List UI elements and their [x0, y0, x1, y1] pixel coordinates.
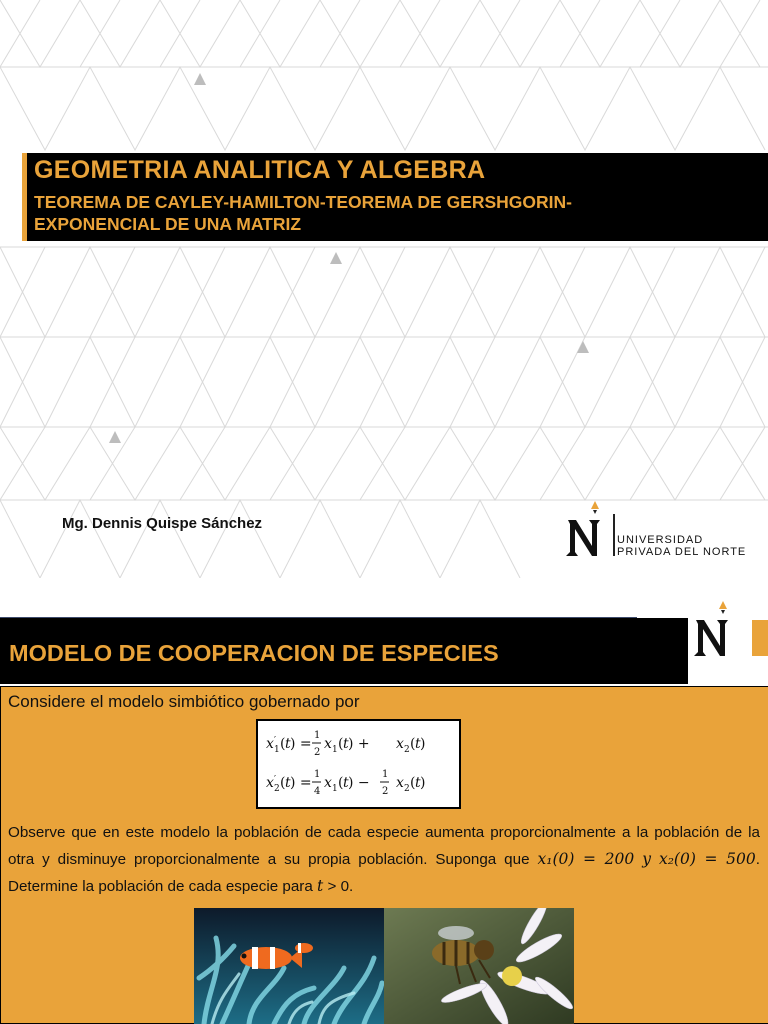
- university-name-line-1: UNIVERSIDAD: [617, 534, 704, 546]
- svg-text:1: 1: [314, 769, 321, 780]
- svg-text:4: 4: [314, 786, 321, 797]
- conjunction-y: y: [642, 850, 651, 868]
- initial-condition-x2: x₂(0) = 500: [658, 850, 756, 868]
- slide-subtitle: [34, 191, 734, 235]
- paragraph-end-post: > 0.: [327, 878, 354, 895]
- svg-text:1: 1: [382, 769, 389, 780]
- course-title: GEOMETRIA ANALITICA Y ALGEBRA: [34, 156, 486, 184]
- svg-text:(: (: [410, 775, 416, 791]
- clownfish-photo: [194, 908, 384, 1024]
- svg-text:′: ′: [274, 736, 277, 746]
- differential-equations-image: [258, 721, 459, 807]
- subtitle-line-1: TEOREMA DE CAYLEY-HAMILTON-TEOREMA DE GERSHGORIN-: [34, 192, 572, 212]
- svg-text:t: t: [285, 736, 291, 752]
- equation-system: [256, 719, 461, 809]
- svg-text:1: 1: [332, 745, 338, 755]
- svg-text:) =: ) =: [290, 775, 312, 791]
- problem-statement: [8, 820, 760, 900]
- svg-text:x: x: [324, 775, 332, 791]
- svg-text:t: t: [343, 736, 349, 752]
- university-name-line-2: PRIVADA DEL NORTE: [617, 546, 747, 558]
- svg-text:) +: ) +: [348, 736, 370, 752]
- svg-text:2: 2: [382, 786, 389, 797]
- content-slide: [0, 590, 768, 1024]
- svg-text:t: t: [343, 775, 349, 791]
- svg-text:1: 1: [274, 745, 280, 755]
- title-accent-bar: [22, 153, 27, 241]
- svg-text:1: 1: [332, 784, 338, 794]
- svg-text:) −: ) −: [348, 775, 370, 791]
- slide-gap: [0, 578, 768, 590]
- bee-flower-photo: [384, 908, 574, 1024]
- svg-text:): ): [420, 736, 426, 752]
- svg-text:2: 2: [274, 784, 280, 794]
- svg-text:2: 2: [314, 747, 321, 758]
- upn-logo-icon: [690, 598, 736, 662]
- slide-title: MODELO DE COOPERACION DE ESPECIES: [9, 640, 499, 666]
- svg-text:t: t: [415, 775, 421, 791]
- svg-text:(: (: [338, 775, 344, 791]
- svg-text:): ): [420, 775, 426, 791]
- svg-text:2: 2: [404, 784, 410, 794]
- paragraph-end: . Determine la población de cada especie para: [8, 851, 760, 895]
- author-name: Mg. Dennis Quispe Sánchez: [62, 515, 263, 532]
- svg-text:) =: ) =: [290, 736, 312, 752]
- logo-divider: [613, 514, 615, 556]
- svg-text:(: (: [280, 736, 286, 752]
- svg-text:t: t: [415, 736, 421, 752]
- university-name: [617, 534, 746, 558]
- subtitle-line-2: EXPONENCIAL DE UNA MATRIZ: [34, 214, 302, 234]
- species-photos: [194, 908, 574, 1024]
- svg-text:′: ′: [274, 775, 277, 785]
- svg-text:(: (: [280, 775, 286, 791]
- paragraph-body: Observe que en este modelo la población de cada especie aumenta proporcionalmente a la población de la otra y disminuye proporcionalmente a su propia población. Suponga que: [8, 824, 760, 868]
- upn-logo-icon: [562, 498, 608, 562]
- intro-text: Considere el modelo simbiótico gobernado por: [8, 692, 360, 711]
- svg-text:2: 2: [404, 745, 410, 755]
- corner-accent-tab: [752, 620, 768, 656]
- svg-text:x: x: [396, 775, 404, 791]
- svg-text:x: x: [324, 736, 332, 752]
- svg-text:(: (: [338, 736, 344, 752]
- svg-text:x: x: [396, 736, 404, 752]
- university-logo: [562, 498, 762, 562]
- svg-text:t: t: [285, 775, 291, 791]
- initial-condition-x1: x₁(0) = 200: [537, 850, 635, 868]
- svg-text:x: x: [266, 775, 274, 791]
- svg-text:(: (: [410, 736, 416, 752]
- svg-text:x: x: [266, 736, 274, 752]
- time-variable: t: [317, 877, 324, 895]
- svg-text:1: 1: [314, 730, 321, 741]
